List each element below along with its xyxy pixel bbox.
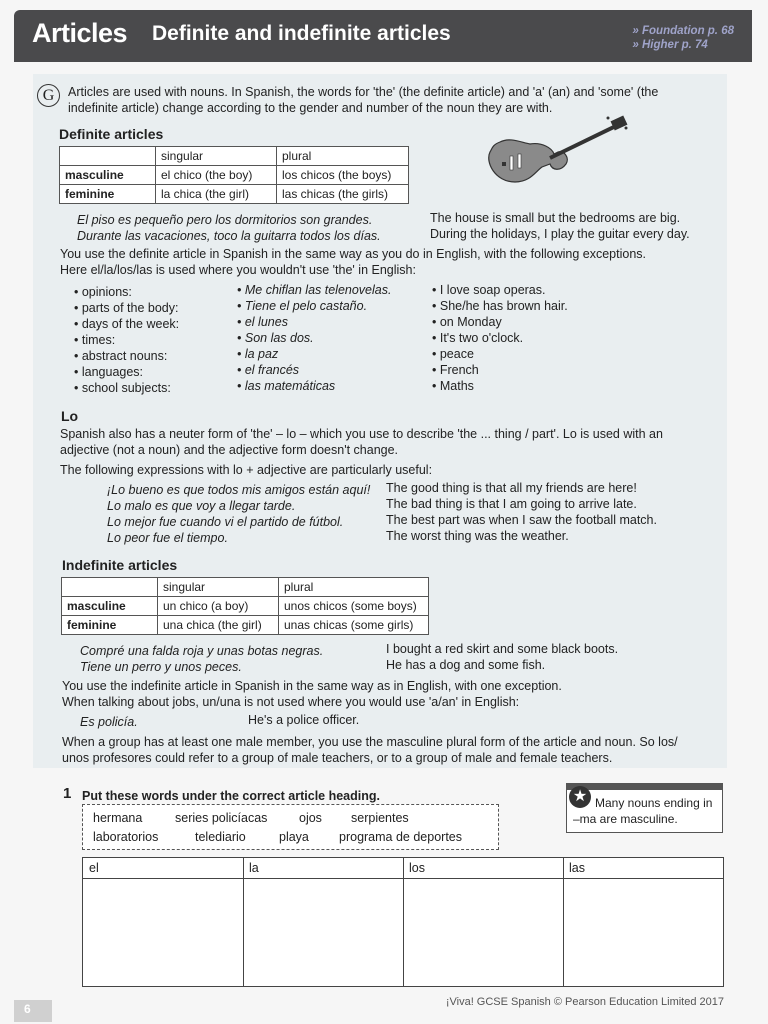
exception-label: • times: — [74, 332, 115, 348]
exception-en: • Maths — [432, 378, 474, 394]
page-subtitle: Definite and indefinite articles — [152, 22, 451, 45]
table-cell: la chica (the girl) — [156, 185, 277, 204]
lo-example-es: ¡Lo bueno es que todos mis amigos están aquí! — [107, 483, 371, 497]
exception-es: • las matemáticas — [237, 378, 335, 394]
exception-label: • abstract nouns: — [74, 348, 167, 364]
lo-example-es: Lo malo es que voy a llegar tarde. — [107, 499, 296, 513]
indef-example-es: Tiene un perro y unos peces. — [80, 660, 242, 674]
table-cell: masculine — [60, 166, 156, 185]
example-en: During the holidays, I play the guitar every day. — [430, 227, 690, 241]
table-cell: un chico (a boy) — [158, 597, 279, 616]
table-cell: feminine — [60, 185, 156, 204]
exception-label: • opinions: — [74, 284, 132, 300]
exception-label: • languages: — [74, 364, 143, 380]
foundation-ref[interactable]: » Foundation p. 68 — [632, 25, 734, 37]
indef-example-en: I bought a red skirt and some black boots. — [386, 642, 619, 656]
exception-es: • Tiene el pelo castaño. — [237, 298, 367, 314]
exception-label: • school subjects: — [74, 380, 171, 396]
lo-heading: Lo — [61, 408, 79, 424]
table-row — [62, 597, 429, 616]
table-row — [60, 185, 409, 204]
star-icon: ★ — [569, 786, 591, 808]
group-line-1: When a group has at least one male member, you use the masculine plural form of the article and noun. So los/ — [62, 735, 678, 749]
higher-ref[interactable]: » Higher p. 74 — [632, 39, 708, 51]
word-item: serpientes — [351, 811, 409, 825]
indef-example-en: He has a dog and some fish. — [386, 658, 546, 672]
lo-example-en: The bad thing is that I am going to arrive late. — [386, 497, 637, 511]
job-example-en: He's a police officer. — [248, 713, 360, 727]
table-cell: los chicos (the boys) — [277, 166, 409, 185]
table-header-cell — [60, 147, 156, 166]
exception-en: • French — [432, 362, 479, 378]
lo-example-en: The good thing is that all my friends are here! — [386, 481, 637, 495]
lo-example-es: Lo mejor fue cuando vi el partido de fútbol. — [107, 515, 344, 529]
table-header-cell: plural — [277, 147, 409, 166]
table-row — [62, 616, 429, 635]
definite-usage-2: Here el/la/los/las is used where you wouldn't use 'the' in English: — [60, 263, 416, 277]
exercise-instruction: Put these words under the correct article heading. — [82, 789, 380, 803]
exception-label: • parts of the body: — [74, 300, 178, 316]
lo-line-1: Spanish also has a neuter form of 'the' – lo – which you use to describe 'the ... thing / part'. Lo is used with an — [60, 427, 663, 441]
copyright: ¡Viva! GCSE Spanish © Pearson Education Limited 2017 — [445, 996, 724, 1008]
exception-es: • el lunes — [237, 314, 288, 330]
table-cell: masculine — [62, 597, 158, 616]
example-es: El piso es pequeño pero los dormitorios son grandes. — [77, 213, 373, 227]
intro-line-1: Articles are used with nouns. In Spanish, the words for 'the' (the definite article) and 'a' (an) and 'some' (the — [68, 85, 659, 99]
definite-usage-1: You use the definite article in Spanish in the same way as you do in English, with the following exceptions. — [60, 247, 646, 261]
group-line-2: unos profesores could refer to a group of male teachers, or to a group of male and female teachers. — [62, 751, 613, 765]
tip-bar — [567, 784, 722, 790]
column-el: el — [89, 861, 99, 875]
exception-en: • peace — [432, 346, 474, 362]
table-header-cell: plural — [279, 578, 429, 597]
table-cell: feminine — [62, 616, 158, 635]
table-header-cell: singular — [156, 147, 277, 166]
tip-line-1: Many nouns ending in — [595, 796, 713, 810]
guitar-icon — [480, 112, 630, 196]
definite-table — [59, 146, 409, 204]
word-item: series policíacas — [175, 811, 268, 825]
exception-en: • on Monday — [432, 314, 502, 330]
table-row — [60, 166, 409, 185]
page-number: 6 — [24, 1002, 31, 1016]
exercise-number: 1 — [63, 785, 72, 802]
grid-column-line — [243, 858, 244, 986]
word-item: hermana — [93, 811, 143, 825]
job-example-es: Es policía. — [80, 715, 138, 729]
column-los: los — [409, 861, 425, 875]
example-es: Durante las vacaciones, toco la guitarra todos los días. — [77, 229, 381, 243]
indefinite-usage-2: When talking about jobs, un/una is not used where you would use 'a/an' in English: — [62, 695, 520, 709]
page-title: Articles — [32, 18, 128, 48]
indefinite-heading: Indefinite articles — [62, 557, 178, 573]
indefinite-usage-1: You use the indefinite article in Spanish in the same way as in English, with one exception. — [62, 679, 562, 693]
lo-example-es: Lo peor fue el tiempo. — [107, 531, 228, 545]
lo-line-3: The following expressions with lo + adjective are particularly useful: — [60, 463, 433, 477]
table-cell: unas chicas (some girls) — [279, 616, 429, 635]
page-number-tab — [14, 1000, 52, 1022]
exception-label: • days of the week: — [74, 316, 179, 332]
example-en: The house is small but the bedrooms are big. — [430, 211, 681, 225]
lo-line-2: adjective (not a noun) and the adjective form doesn't change. — [60, 443, 399, 457]
table-cell: el chico (the boy) — [156, 166, 277, 185]
tip-box — [566, 783, 723, 833]
word-box — [82, 804, 499, 850]
tip-line-2: –ma are masculine. — [573, 812, 678, 826]
word-item: ojos — [299, 811, 322, 825]
grid-column-line — [403, 858, 404, 986]
exception-en: • She/he has brown hair. — [432, 298, 568, 314]
lo-example-en: The worst thing was the weather. — [386, 529, 569, 543]
table-header-cell — [62, 578, 158, 597]
exception-es: • Son las dos. — [237, 330, 314, 346]
exception-en: • It's two o'clock. — [432, 330, 523, 346]
page-header — [14, 10, 752, 62]
indefinite-table — [61, 577, 429, 635]
exception-es: • el francés — [237, 362, 299, 378]
exception-es: • la paz — [237, 346, 278, 362]
cross-references — [632, 24, 734, 52]
column-las: las — [569, 861, 585, 875]
word-item: playa — [279, 830, 309, 844]
intro-line-2: indefinite article) change according to the gender and number of the noun they are with. — [68, 101, 553, 115]
column-la: la — [249, 861, 259, 875]
grammar-icon: G — [37, 84, 60, 107]
answer-grid — [82, 857, 724, 987]
definite-heading: Definite articles — [59, 126, 164, 142]
indef-example-es: Compré una falda roja y unas botas negras. — [80, 644, 324, 658]
table-cell: una chica (the girl) — [158, 616, 279, 635]
word-item: laboratorios — [93, 830, 159, 844]
word-item: programa de deportes — [339, 830, 462, 844]
exception-en: • I love soap operas. — [432, 282, 545, 298]
grid-column-line — [563, 858, 564, 986]
table-cell: las chicas (the girls) — [277, 185, 409, 204]
lo-example-en: The best part was when I saw the football match. — [386, 513, 657, 527]
table-cell: unos chicos (some boys) — [279, 597, 429, 616]
exception-es: • Me chiflan las telenovelas. — [237, 282, 391, 298]
word-item: telediario — [195, 830, 246, 844]
table-header-cell: singular — [158, 578, 279, 597]
